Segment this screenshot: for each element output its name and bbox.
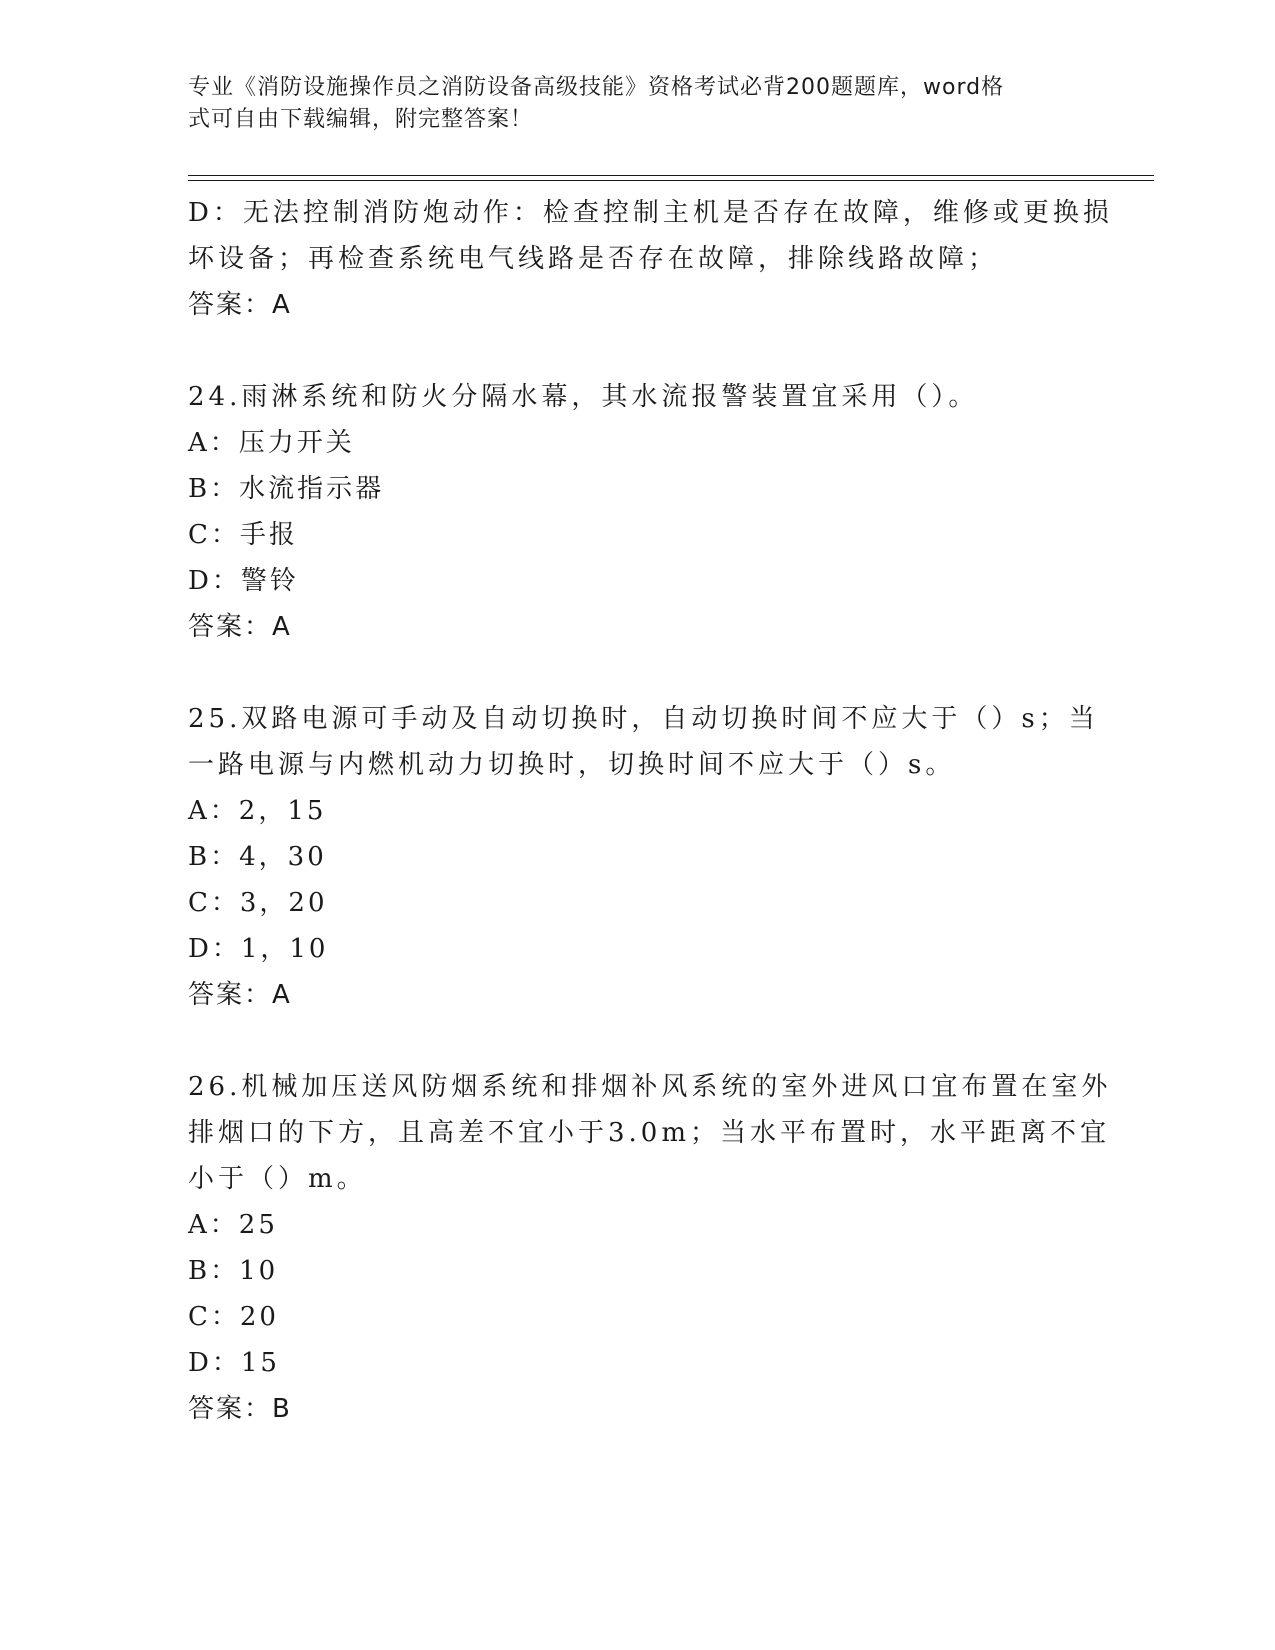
header-line-1: 专业《消防设施操作员之消防设备高级技能》资格考试必背200题题库，word格 [188,75,1005,100]
document-content [188,190,1113,1478]
question-23-tail [188,190,1113,328]
option-a: A：25 [188,1210,278,1240]
option-d-line-1: D：无法控制消防炮动作：检查控制主机是否存在故障，维修或更换损 [188,198,1113,228]
option-c: C：3，20 [188,888,328,918]
question-25 [188,696,1099,1018]
header-rule-top [188,175,1154,176]
header-line-2: 式可自由下载编辑，附完整答案！ [188,107,534,132]
question-24 [188,374,1088,650]
answer: 答案：B [188,1394,292,1424]
option-b: B：4，30 [188,842,327,872]
question-text: 26.机械加压送风防烟系统和排烟补风系统的室外进风口宜布置在室外 [188,1072,1112,1102]
header-rule-bottom [188,180,1154,181]
document-header [188,72,1068,136]
option-a: A：2，15 [188,796,327,826]
question-text: 25.双路电源可手动及自动切换时，自动切换时间不应大于（）s；当 [188,704,1099,734]
option-d: D：15 [188,1348,280,1378]
answer: 答案：A [188,612,292,642]
option-d: D：1，10 [188,934,329,964]
question-26 [188,1064,1112,1432]
option-c: C：20 [188,1302,279,1332]
question-text: 24.雨淋系统和防火分隔水幕，其水流报警装置宜采用（）。 [188,382,979,412]
answer: 答案：A [188,980,292,1010]
option-a: A：压力开关 [188,428,355,458]
question-text: 排烟口的下方，且高差不宜小于3.0m；当水平布置时，水平距离不宜 [188,1118,1111,1148]
question-text: 小于（）m。 [188,1164,367,1194]
option-b: B：10 [188,1256,279,1286]
option-d: D：警铃 [188,566,299,596]
answer: 答案：A [188,290,292,320]
option-b: B：水流指示器 [188,474,385,504]
option-d-line-2: 坏设备；再检查系统电气线路是否存在故障，排除线路故障； [188,244,999,274]
question-text: 一路电源与内燃机动力切换时，切换时间不应大于（）s。 [188,750,956,780]
option-c: C：手报 [188,520,298,550]
